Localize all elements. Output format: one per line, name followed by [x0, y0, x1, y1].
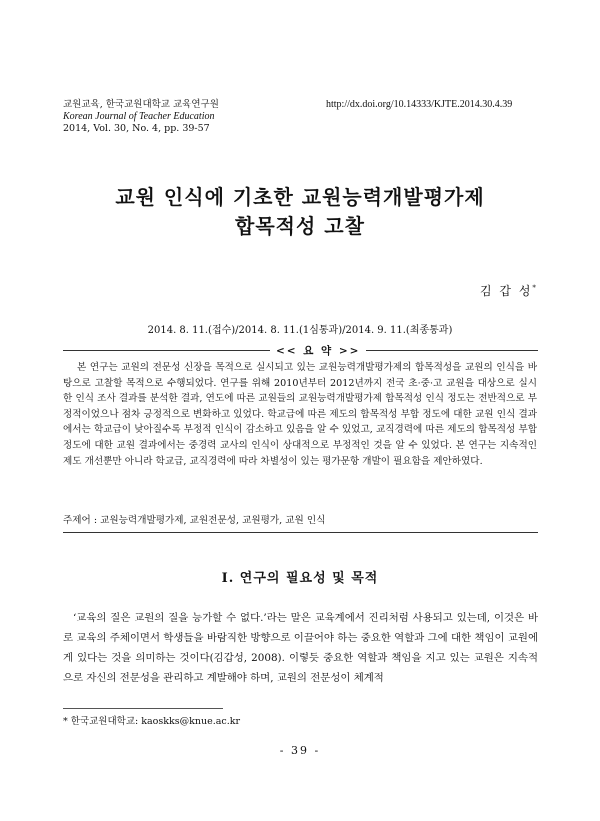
volume-info: 2014, Vol. 30, No. 4, pp. 39-57: [63, 123, 210, 134]
doi-link[interactable]: http://dx.doi.org/10.14333/KJTE.2014.30.4.39: [326, 99, 513, 110]
journal-name: Korean Journal of Teacher Education: [63, 111, 215, 122]
author-footnote-mark: *: [532, 284, 536, 292]
page-number: - 39 -: [279, 744, 321, 757]
summary-bottom-rule: [63, 532, 538, 533]
section-heading: Ⅰ. 연구의 필요성 및 목적: [221, 571, 379, 586]
paper-title-line1: 교원 인식에 기초한 교원능력개발평가제: [115, 185, 485, 209]
body-paragraph: ‘교육의 질은 교원의 질을 능가할 수 없다.’라는 말은 교육계에서 진리처럼 사용되고 있는데, 이것은 바로 교육의 주체이면서 학생들을 바람직한 방향으로 이끌어야 하는 중요한 역할과 그에 대한 책임이 교원에게 있다는 것을 의미하는 것이다(김갑성, 2008). 이렇듯 중요한 역할과 책임을 지고 있는 교원은 지속적으로 자신의 전문성을 관리하고 계발해야 하며, 교원의 전문성이 체계적: [63, 612, 538, 684]
publisher-line: 교원교육, 한국교원대학교 교육연구원: [63, 99, 219, 110]
author-name: 김 갑 성: [480, 284, 533, 298]
summary-label: << 요 약 >>: [270, 343, 366, 358]
paper-title-line2: 합목적성 고찰: [235, 214, 365, 238]
submission-dates: 2014. 8. 11.(접수)/2014. 8. 11.(1심통과)/2014. 9. 11.(최종통과): [147, 325, 453, 336]
footnote: * 한국교원대학교: kaoskks@knue.ac.kr: [63, 716, 241, 727]
journal-header: [63, 99, 219, 135]
keywords: 주제어 : 교원능력개발평가제, 교원전문성, 교원평가, 교원 인식: [63, 515, 326, 526]
footnote-rule: [63, 708, 223, 709]
author: [480, 282, 536, 299]
abstract-text: 본 연구는 교원의 전문성 신장을 목적으로 실시되고 있는 교원능력개발평가제의 합목적성을 교원의 인식을 바탕으로 고찰할 목적으로 수행되었다. 연구를 위해 2010년부터 2012년까지 전국 초·중·고 교원을 대상으로 실시한 인식 조사 결과를 분석한 결과, 연도에 따른 교원들의 교원능력개발평가제 합목적성 인식 정도는 전반적으로 부정적이었으나 점차 긍정적으로 변화하고 있었다. 학교급에 따른 제도의 합목적성 부합 정도에 대한 교원 인식 결과에서는 학교급이 낮아질수록 부정적 인식이 감소하고 있음을 알 수 있었고, 교직경력에 따른 제도의 합목적성 부합 정도에 대한 교원 결과에서는 중경력 교사의 인식이 상대적으로 부정적인 것을 알 수 있었다. 본 연구는 지속적인 제도 개선뿐만 아니라 학교급, 교직경력에 따라 차별성이 있는 평가문항 개발이 필요함을 제안하였다.: [63, 362, 537, 467]
